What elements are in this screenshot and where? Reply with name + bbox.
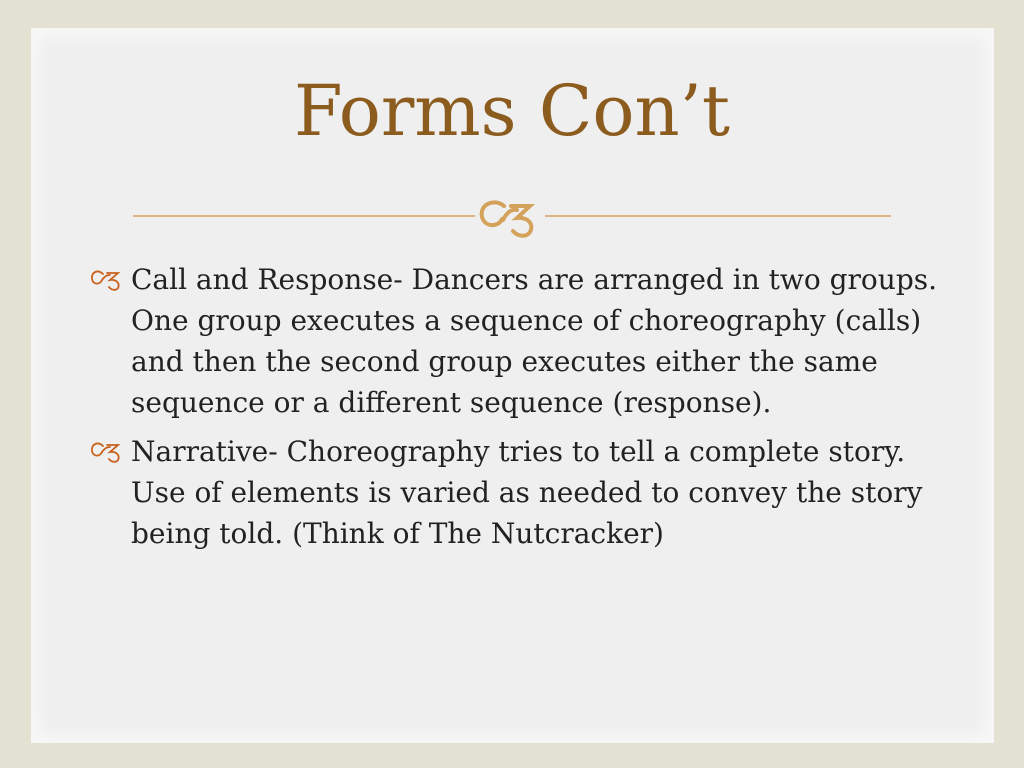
list-item bbox=[90, 259, 950, 423]
fleuron-ornament-icon bbox=[482, 202, 532, 235]
bullet-text: Call and Response- Dancers are arranged in two groups. One group executes a sequence of choreography (calls) and then the second group executes either the same sequence or a different sequence (response). bbox=[131, 263, 938, 419]
bullet-text: Narrative- Choreography tries to tell a complete story. Use of elements is varied as needed to convey the story being told. (Think of The Nutcracker) bbox=[131, 435, 923, 550]
fleuron-bullet-icon bbox=[90, 269, 124, 291]
fleuron-bullet-icon bbox=[90, 441, 124, 463]
slide-title: Forms Con’t bbox=[293, 70, 731, 152]
list-item bbox=[90, 431, 950, 554]
bullet-list bbox=[90, 259, 950, 562]
title-divider bbox=[133, 200, 891, 240]
